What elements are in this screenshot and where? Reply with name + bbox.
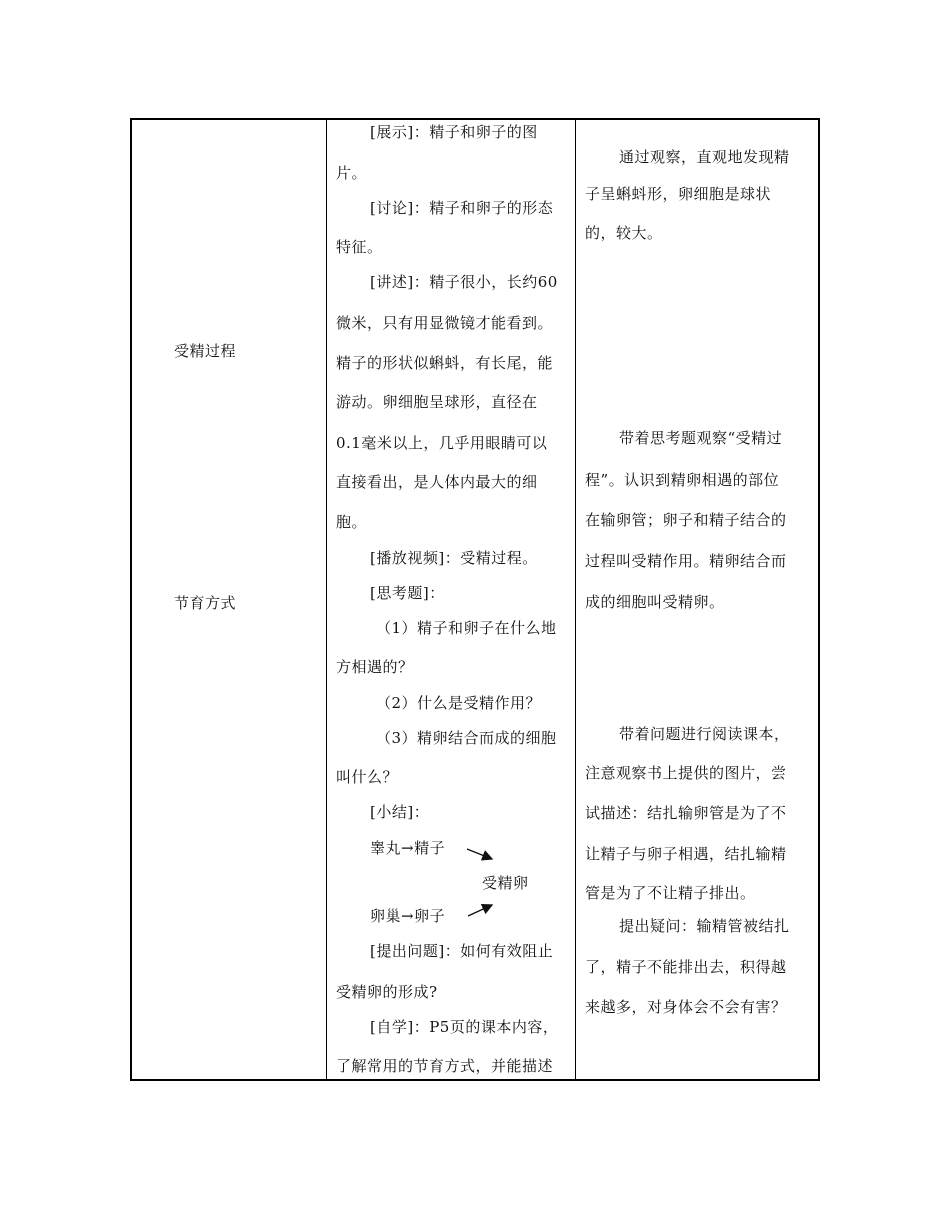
middle-line: 片。 [336,164,368,182]
right-line: 让精子与卵子相遇，结扎输精 [585,845,787,863]
middle-line: 胞。 [336,513,368,531]
right-line: 子呈蝌蚪形，卵细胞是球状 [585,185,772,203]
middle-line: 精子的形状似蝌蚪，有长尾，能 [336,354,554,372]
right-line: 程”。认识到精卵相遇的部位 [585,471,780,489]
question-3: （3）精卵结合而成的细胞 [376,729,557,747]
middle-line: 了解常用的节育方式，并能描述 [336,1057,554,1075]
middle-line: [自学]：P5页的课本内容， [370,1018,559,1036]
summary-heading: [小结]： [370,803,430,821]
middle-line: [讨论]：精子和卵子的形态 [370,199,554,217]
topic-contraception: 节育方式 [174,594,237,612]
middle-line: 方相遇的？ [336,658,414,676]
right-line: 通过观察，直观地发现精 [619,148,790,166]
right-line: 在输卵管；卵子和精子结合的 [585,511,787,529]
right-line: 提出疑问：输精管被结扎 [619,917,790,935]
column-divider-2 [575,120,576,1079]
right-line: 带着问题进行阅读课本， [619,725,790,743]
diagram-testis-sperm: 睾丸→精子 [370,839,446,857]
middle-line: 直接看出，是人体内最大的细 [336,473,538,491]
middle-line: 游动。卵细胞呈球形，直径在 [336,393,538,411]
right-line: 来越多，对身体会不会有害？ [585,998,787,1016]
column-divider-1 [326,120,327,1079]
diagram-zygote: 受精卵 [482,874,529,892]
middle-line: 受精卵的形成? [336,983,438,1001]
middle-line: [展示]：精子和卵子的图 [370,123,538,141]
right-line: 成的细胞叫受精卵。 [585,593,725,611]
middle-line: 叫什么？ [336,768,399,786]
topic-fertilization: 受精过程 [174,342,237,360]
right-line: 管是为了不让精子排出。 [585,884,756,902]
right-line: 了，精子不能排出去，积得越 [585,958,787,976]
question-2: （2）什么是受精作用？ [376,694,542,712]
middle-line: 0.1毫米以上，几乎用眼睛可以 [336,434,548,452]
middle-line: [思考题]： [370,584,445,602]
right-line: 带着思考题观察“受精过 [619,429,783,447]
question-1: （1）精子和卵子在什么地 [376,619,557,637]
right-line: 试描述：结扎输卵管是为了不 [585,804,787,822]
diagram-ovary-egg: 卵巢→卵子 [370,907,446,925]
middle-line: 特征。 [336,238,383,256]
middle-line: [提出问题]：如何有效阻止 [370,942,554,960]
right-line: 注意观察书上提供的图片，尝 [585,764,787,782]
middle-line: [播放视频]：受精过程。 [370,549,538,567]
right-line: 的，较大。 [585,224,663,242]
right-line: 过程叫受精作用。精卵结合而 [585,552,787,570]
middle-line: 微米，只有用显微镜才能看到。 [336,314,554,332]
middle-line: [讲述]：精子很小，长约60 [370,273,558,291]
